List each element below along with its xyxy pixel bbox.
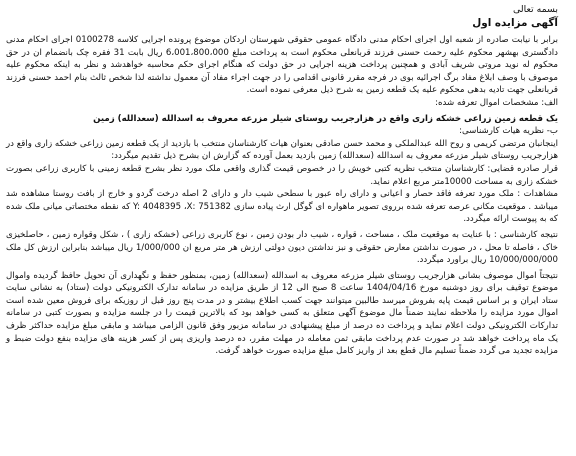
header-line: بسمه تعالی xyxy=(512,4,558,15)
expert-paragraph: اینجانبان مرتضی کریمی و روح الله عبدالملکی و محمد حسن صادقی بعنوان هیات کارشناسان منتخب با بازدید از یک قطعه زمین زراعی خشکه زاری واقع در هزارجریب روستای شیلر مزرعه معروف به اسدالله (سعدالله) زمین بازدید بعمل آورده که گزارش ان بشرح ذیل تقدیم میگردد: xyxy=(6,138,558,162)
intro-paragraph: برابر با نیابت صادره از شعبه اول اجرای احکام مدنی دادگاه عمومی حقوقی شهرستان اردکان موضوع پرونده اجرایی کلاسه 0100278 اجرای احکام مدنی دادگستری بهشهر محکوم علیه رحمت حسنی فرزند قربانعلی محکوم است به پرداخت مبلغ 6،001،800،000 ریال بابت 31 فقره چک بانضمام ان در حق محکوم له نوید مروتی شریف آبادی و همچنین پرداخت هزینه اجرایی در حق دولت که هنگام اجرای حکم محاسبه خواهدشد و نظر به اینکه محکوم علیه موصوف با وصف ابلاغ مفاد برگ اجرائیه بوی در فرجه مقرر قانونی اقدامی را در جهت اجراء مفاد آن معمول نداشته لذا شخص ثالث بنام احمد حسنی فرزند قربانعلی جهت تادیه بدهی محکوم علیه یک قطعه زمین به شرح ذیل معرفی نموده است. xyxy=(6,35,558,96)
specs-label: الف: مشخصات اموال تعرفه شده: xyxy=(435,97,558,108)
property-title: یک قطعه زمین زراعی خشکه زاری واقع در هزارجریب روستای شیلر مزرعه معروف به اسدالله (سعدالله) زمین xyxy=(93,113,558,124)
observations-paragraph: مشاهدات : ملک مورد تعرفه فاقد حصار و اعیانی و دارای راه عبور با سطحی شیب دار و دارای 2 اصله درخت گردو و خارج از بافت روستا مشاهده شد میباشد . موقعیت مکانی عرصه تعرفه شده برروی تصویر ماهواره ای گوگل ارث پیاده سازی Y: 4048395 ،X: 751382 که نقطه مختصاتی میانی ملک شده که به پیوست ارائه میگردد. xyxy=(6,189,558,225)
final-paragraph: نتیجتاً اموال موصوف بشانی هزارجریب روستای شیلر مزرعه معروف به اسدالله (سعدالله) زمین، بمنظور حفظ و نگهداری آن تحویل حافظ گردیده واموال موضوع توقیف برای روز دوشنبه مورخ 1404/04/16 ساعت 8 صبح الی 12 از طریق مزایده در سامانه تدارک الکترونیکی دولت (ستاد) به نشانی سایت ستاد ایران و بر اساس قیمت پایه بفروش میرسد طالبین میتوانند جهت کسب اطلاع بیشتر و در مدت پنج روز قبل از روزیکه برای فروش معین شده است اموال مورد مزایده را ملاحظه نمایند ضمناً مال موضوع آگهی متعلق به کسی خواهد بود که بالاترین قیمت را در جلسه مزایده و بصورت کتبی در سامانه تدارکات الکترونیکی دولت اعلام نماید و پرداخت ده درصد از مبلغ پیشنهادی در سامانه مزبور وفق قانون الزامی میباشد و مابقی مبلغ مزایده حداکثر ظرف یک ماه پرداخت خواهد شد در صورت عدم پرداخت مابقی ثمن معامله در مهلت مقرر، ده درصد واریزی پس از کسر هزینه های مزایده بنفع دولت ضبط و مزایده تجدید می گردد ضمناً تسلیم مال قطع بعد از واریز کامل مبلغ مزایده صورت خواهد گرفت. xyxy=(6,270,558,357)
notice-title: آگهی مزایده اول xyxy=(472,17,558,29)
method-paragraph: قرار صادره قضایی: کارشناسان منتخب نظریه کتبی خویش را در خصوص قیمت گذاری واقعی ملک مورد نظر بشرح قطعه زمینی با کاربری زراعی بصورت خشکه زاری به مساحت 10000متر مربع اعلام نماید. xyxy=(6,163,558,187)
result-paragraph: نتیجه کارشناسی : با عنایت به موقعیت ملک ، مساحت ، قواره ، شیب دار بودن زمین ، نوع کاربری زراعی (خشکه زاری ) ، شکل وقواره زمین ، حاصلخیزی خاک ، فاصله تا محل ، در صورت نداشتن معارض حقوقی و نبز نداشتن دیون دولتی ارزش هر متر مربع ان 1/000/000 ریال میباشد بنابراین ارزش کل ملک 10/000/000/000 ریال براورد میگردد. xyxy=(6,229,558,266)
expert-heading: ب- نظریه هیات کارشناسی: xyxy=(459,126,558,137)
